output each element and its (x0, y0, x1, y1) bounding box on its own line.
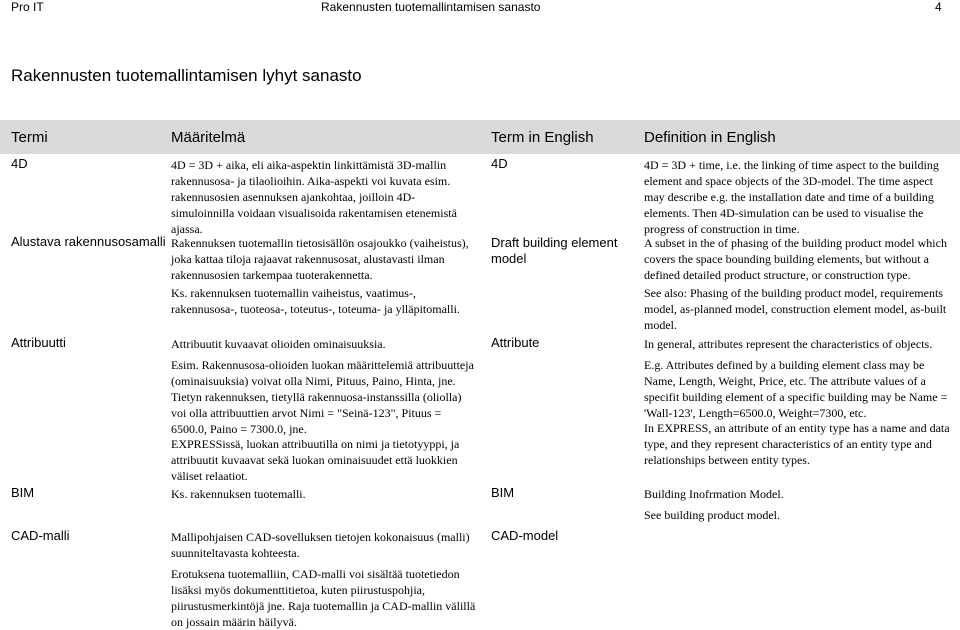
definition-paragraph: Esim. Rakennusosa-olioiden luokan määrittelemiä attribuutteja (ominaisuuksia) voivat olla Nimi, Pituus, Paino, Hinta, jne. Tietyn rakennuksen, tietyllä rakennuosa-instanssilla (oliolla) voi olla attribuuttien arvot Nimi = "Seinä-123", Pituus = 6500.0, Paino = 7300.0, jne. (171, 358, 474, 436)
term-en-cell: Attribute (491, 335, 540, 350)
definition-paragraph: Attribuutit kuvaavat olioiden ominaisuuksia. (171, 337, 386, 351)
definition-cell (171, 566, 475, 630)
definition-en-paragraph: Building Inofrmation Model. (644, 487, 784, 501)
header-center: Rakennusten tuotemallintamisen sanasto (321, 0, 541, 14)
table-header (0, 120, 960, 154)
col-header-definition-en: Definition in English (644, 129, 776, 146)
definition-en-cell (644, 357, 947, 421)
definition-en-paragraph: In general, attributes represent the characteristics of objects. (644, 337, 933, 351)
definition-en-paragraph: See building product model. (644, 508, 780, 522)
term-en-cell: BIM (491, 485, 515, 500)
definition-en-paragraph: In EXPRESS, an attribute of an entity type has a name and data type, and they represent characteristics of an entity type and relationships between entity types. (644, 421, 950, 467)
definition-en-cell (644, 507, 780, 523)
definition-paragraph: Rakennuksen tuotemallin tietosisällön osajoukko (vaiheistus), joka kattaa tiloja rajaavat rakennusosat, alustavasti ilman rakennusosien tarkempaa tuoterakennetta. (171, 236, 469, 282)
col-header-term-en: Term in English (491, 129, 594, 146)
page-title: Rakennusten tuotemallintamisen lyhyt sanasto (11, 66, 362, 85)
definition-paragraph: Mallipohjaisen CAD-sovelluksen tietojen kokonaisuus (malli) suunniteltavasta kohteesta. (171, 530, 470, 560)
page-header (0, 0, 960, 16)
definition-cell (171, 285, 460, 317)
definition-cell (171, 157, 457, 237)
term-cell: 4D (11, 156, 28, 171)
definition-en-cell (644, 420, 950, 468)
col-header-term: Termi (11, 129, 48, 146)
definition-en-paragraph: 4D = 3D + time, i.e. the linking of time aspect to the building element and space objects of the 3D-model. The time aspect may describe e.g. the installation date and time of a building elements. Then 4D-simulation can be used to visualise the progress of construction in time. (644, 158, 939, 236)
definition-paragraph: 4D = 3D + aika, eli aika-aspektin linkittämistä 3D-mallin rakennusosa- ja tilaolioihin. Aika-aspekti voi kuvata esim. rakennusosien asennuksen ajankohtaa, joilloin 4D- simuloinnilla voidaan visualisoida rakentamisen etenemistä ajassa. (171, 158, 457, 236)
definition-paragraph: EXPRESSissä, luokan attribuutilla on nimi ja tietotyyppi, ja attribuutit kuvaavat sekä luokan ominaisuudet että luokkien väliset relaatiot. (171, 437, 460, 483)
definition-cell (171, 486, 306, 502)
term-cell: BIM (11, 485, 35, 500)
definition-en-cell (644, 486, 784, 502)
term-en-cell: 4D (491, 156, 508, 171)
definition-en-cell (644, 285, 946, 333)
definition-cell (171, 235, 469, 283)
definition-en-paragraph: See also: Phasing of the building product model, requirements model, as-planned model, construction element model, as-built model. (644, 286, 947, 332)
definition-en-paragraph: A subset in the of phasing of the building product model which covers the space bounding building elements, but without a defined detailed product structure, or construction type. (644, 236, 947, 282)
definition-en-paragraph: E.g. Attributes defined by a building element class may be Name, Length, Weight, Price, etc. The attribute values of a specifit building element of a specific building may be Name = 'Wall-123', Length=6500.0, Weight=7300, etc. (644, 358, 948, 420)
definition-paragraph: Erotuksena tuotemalliin, CAD-malli voi sisältää tuotetiedon lisäksi myös dokumenttitietoa, kuten piirustuspohjia, piirustusmerkintöjä jne. Raja tuotemallin ja CAD-mallin välillä on jossain määrin häilyvä. (171, 567, 476, 629)
term-cell: Attribuutti (11, 335, 66, 350)
page-number: 4 (935, 0, 942, 14)
definition-paragraph: Ks. rakennuksen tuotemalli. (171, 487, 306, 501)
definition-en-cell (644, 157, 939, 237)
definition-cell (171, 436, 459, 484)
definition-en-cell (644, 336, 932, 352)
col-header-definition: Määritelmä (171, 129, 246, 146)
term-cell: CAD-malli (11, 528, 70, 543)
definition-cell (171, 336, 386, 352)
definition-paragraph: Ks. rakennuksen tuotemallin vaiheistus, vaatimus-, rakennusosa-, tuoteosa-, toteutus-, toteuma- ja ylläpitomalli. (171, 286, 460, 316)
term-cell: Alustava rakennusosamalli (11, 234, 166, 249)
definition-en-cell (644, 235, 947, 283)
definition-cell (171, 529, 470, 561)
header-left: Pro IT (11, 0, 44, 14)
term-en-cell: CAD-model (491, 528, 559, 543)
definition-cell (171, 357, 474, 437)
term-en-cell: Draft building element model (491, 235, 618, 266)
